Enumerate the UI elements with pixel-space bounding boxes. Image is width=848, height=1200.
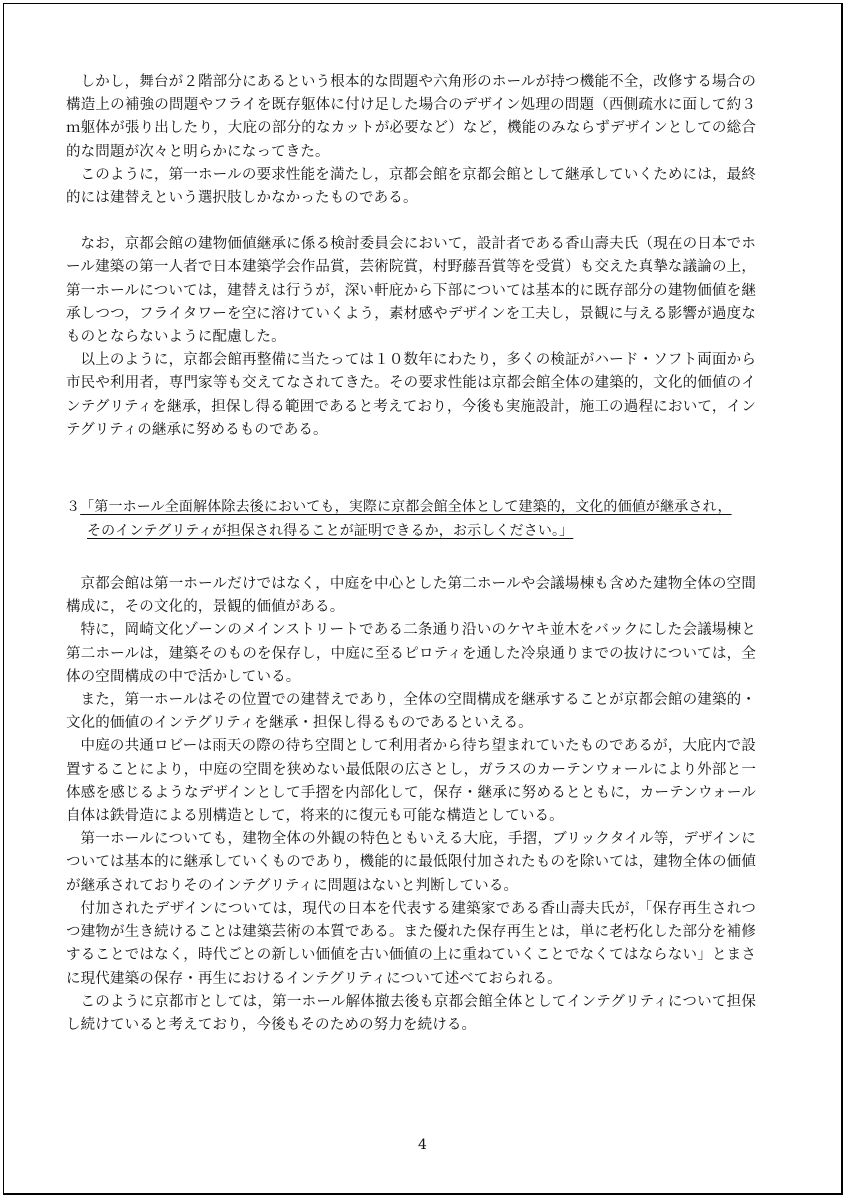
document-page bbox=[3, 3, 843, 1195]
question-line-1: 「第一ホール全面解体除去後においても，実際に京都会館全体として建築的，文化的価値が継承され， bbox=[80, 499, 732, 516]
question-heading bbox=[66, 495, 756, 543]
paragraph: 中庭の共通ロビーは雨天の際の待ち空間として利用者から待ち望まれていたものであるが，大庇内で設置することにより，中庭の空間を狭めない最低限の広さとし，ガラスのカーテンウォールにより外部と一体感を感じるようなデザインとして手摺を内部化して，保存・継承に努めるとともに，カーテンウォール自体は鉄骨造による別構造として，将来的に復元も可能な構造としている。 bbox=[66, 738, 756, 825]
paragraph: しかし，舞台が２階部分にあるという根本的な問題や六角形のホールが持つ機能不全，改修する場合の構造上の補強の問題やフライを既存躯体に付け足した場合のデザイン処理の問題（西側疏水に面して約３ｍ躯体が張り出したり，大庇の部分的なカットが必要など）など，機能のみならずデザインとしての総合的な問題が次々と明らかになってきた。 bbox=[66, 74, 756, 160]
question-line-2: そのインテグリティが担保され得ることが証明できるか，お示しください。」 bbox=[87, 523, 574, 540]
paragraph: このように，第一ホールの要求性能を満たし，京都会館を京都会館として継承していくためには，最終的には建替えという選択肢しかなかったものである。 bbox=[66, 166, 756, 207]
paragraph: 付加されたデザインについては，現代の日本を代表する建築家である香山壽夫氏が，「保存再生されつつ建物が生き続けることは建築芸術の本質である。また優れた保存再生とは，単に老朽化した部分を補修することではなく，時代ごとの新しい価値を古い価値の上に重ねていくことでなくてはならない」とまさに現代建築の保存・再生におけるインテグリティについて述べておられる。 bbox=[66, 900, 756, 987]
paragraph: 以上のように，京都会館再整備に当たっては１０数年にわたり，多くの検証がハード・ソフト両面から市民や利用者，専門家等も交えてなされてきた。その要求性能は京都会館全体の建築的，文化的価値のインテグリティを継承，担保し得る範囲であると考えており，今後も実施設計，施工の過程において，インテグリティの継承に努めるものである。 bbox=[66, 352, 756, 438]
page-number: 4 bbox=[418, 1137, 427, 1153]
document-body bbox=[66, 71, 756, 1037]
paragraph: 第一ホールについても，建物全体の外観の特色ともいえる大庇，手摺，ブリックタイル等，デザインについては基本的に継承していくものであり，機能的に最低限付加されたものを除いては，建物全体の価値が継承されておりそのインテグリティに問題はないと判断している。 bbox=[66, 831, 756, 894]
paragraph: このように京都市としては，第一ホール解体撤去後も京都会館全体としてインテグリティについて担保し続けていると考えており，今後もそのための努力を続ける。 bbox=[66, 993, 756, 1033]
paragraph: また，第一ホールはその位置での建替えであり，全体の空間構成を継承することが京都会館の建築的・文化的価値のインテグリティを継承・担保し得るものであるといえる。 bbox=[66, 692, 756, 732]
paragraph: なお，京都会館の建物価値継承に係る検討委員会において，設計者である香山壽夫氏（現在の日本でホール建築の第一人者で日本建築学会作品賞，芸術院賞，村野藤吾賞等を受賞）も交えた真摯な議論の上，第一ホールについては，建替えは行うが，深い軒庇から下部については基本的に既存部分の建物価値を継承しつつ，フライタワーを空に溶けていくよう，素材感やデザインを工夫し，景観に与える影響が過度なものとならないように配慮した。 bbox=[66, 236, 756, 346]
paragraph: 特に，岡崎文化ゾーンのメインストリートである二条通り沿いのケヤキ並木をバックにした会議場棟と第二ホールは，建築そのものを保存し，中庭に至るピロティを通した冷泉通りまでの抜けについては，全体の空間構成の中で活かしている。 bbox=[66, 622, 756, 685]
paragraph: 京都会館は第一ホールだけではなく，中庭を中心とした第二ホールや会議場棟も含めた建物全体の空間構成に，その文化的，景観的価値がある。 bbox=[66, 576, 756, 616]
question-number: ３ bbox=[66, 499, 81, 516]
